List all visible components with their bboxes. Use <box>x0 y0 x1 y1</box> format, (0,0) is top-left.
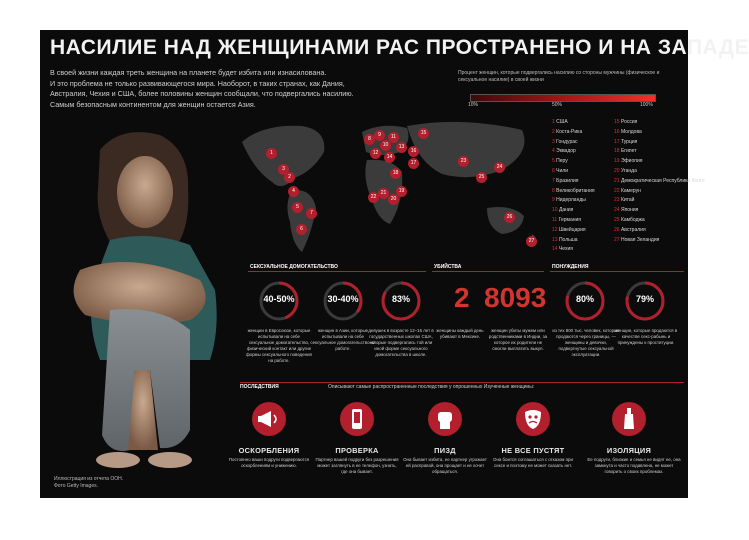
ranking-number: 1 <box>552 119 555 125</box>
stat-ring <box>322 280 364 322</box>
ranking-item <box>614 216 678 226</box>
intro-line: Самым безопасным континентом для женщин остается Азия. <box>50 99 256 109</box>
scale-mid-label: 50% <box>552 102 563 108</box>
consequence-title: ОСКОРБЛЕНИЯ <box>238 446 300 455</box>
map-marker: 18 <box>390 168 401 179</box>
murders-count-india: 8093 <box>484 282 547 313</box>
photo-caption: Иллюстрация из отчета ООН. Фото Getty Images. <box>54 476 124 489</box>
ranking-country: Нидерланды <box>556 197 586 204</box>
map-marker: 26 <box>504 212 515 223</box>
murders-count-mexico: 2 <box>454 282 470 313</box>
ranking-number: 24 <box>614 207 620 214</box>
megaphone-icon <box>252 402 286 436</box>
ranking-country: Перу <box>556 158 568 165</box>
consequences-header <box>240 382 684 393</box>
section-divider <box>432 271 544 272</box>
ranking-item <box>552 236 616 246</box>
ranking-item <box>552 226 616 236</box>
ranking-country: Камерун <box>620 187 641 194</box>
stat-description: женщин в Азии, которые испытывали на себе сексуальное домогательство на работе. <box>310 328 376 351</box>
ranking-country: Уганда <box>620 167 637 174</box>
ranking-number: 18 <box>614 148 620 155</box>
ranking-country: Чили <box>556 167 569 174</box>
stat-description: женщин в Евросоюзе, которые испытывали на себе сексуальное домогательство, физический контакт или другие формы сексуального поведения на работе. <box>246 328 312 363</box>
stat-ring <box>564 280 606 322</box>
map-marker: 1 <box>266 148 277 159</box>
mask-icon <box>516 402 550 436</box>
fist-icon-shape <box>428 402 462 436</box>
map-marker: 8 <box>364 134 375 145</box>
consequence-title: ИЗОЛЯЦИЯ <box>606 446 652 455</box>
map-marker: 6 <box>296 224 307 235</box>
ranking-number: 14 <box>552 246 558 253</box>
stat-description: женщин, которые продаются в качестве секс-рабынь и принуждены к проституции. <box>614 328 678 345</box>
ranking-item <box>552 196 616 206</box>
map-marker: 2 <box>284 172 295 183</box>
ranking-item <box>614 196 678 206</box>
consequence-title: НЕ ВСЕ ПУСТЯТ <box>501 446 565 455</box>
ranking-country: Польша <box>558 236 578 243</box>
map-marker: 22 <box>368 192 379 203</box>
intro-line: В своей жизни каждая треть женщина на планете будет избита или изнасилована. <box>50 68 327 77</box>
ranking-number: 20 <box>614 167 620 174</box>
map-marker: 20 <box>388 194 399 205</box>
ranking-column-right <box>614 118 705 245</box>
ranking-item <box>614 138 678 148</box>
scale-gradient-bar <box>470 94 656 102</box>
map-marker: 21 <box>378 188 389 199</box>
ranking-column-left <box>552 118 616 255</box>
phone-icon-shape <box>340 402 374 436</box>
consequence-description: Партнер вашей подруги без разрешения может заглянуть в ее телефон, узнать, где она бывает. <box>315 457 399 474</box>
mask-icon-shape <box>516 402 550 436</box>
intro-text <box>50 68 410 110</box>
map-marker: 9 <box>374 130 385 141</box>
ranking-country: Демократическая Республика Конго <box>620 177 705 184</box>
ranking-country: Китай <box>620 197 635 204</box>
phone-icon <box>340 402 374 436</box>
section-domestic-header: СЕКСУАЛЬНОЕ ДОМОГАТЕЛЬСТВО <box>250 264 338 270</box>
ranking-number: 7 <box>552 177 555 184</box>
ranking-item <box>552 157 616 167</box>
consequences-tag: ПОСЛЕДСТВИЯ <box>240 384 279 390</box>
ranking-item <box>614 128 678 138</box>
ranking-country: Новая Зеландия <box>620 236 660 243</box>
ranking-number: 8 <box>552 187 555 194</box>
ranking-country: Коста-Рика <box>556 128 583 135</box>
map-marker: 14 <box>384 152 395 163</box>
ranking-number: 6 <box>552 167 555 174</box>
ranking-country: Япония <box>620 207 639 214</box>
ranking-item <box>552 167 616 177</box>
consequence-title: ПРОВЕРКА <box>335 446 379 455</box>
map-marker: 7 <box>306 208 317 219</box>
ranking-country: Германия <box>558 216 582 223</box>
ranking-item <box>614 118 678 128</box>
ranking-country: Эквадор <box>556 148 576 155</box>
stat-ring <box>380 280 422 322</box>
ranking-number: 13 <box>552 236 558 243</box>
ranking-item <box>614 187 678 197</box>
map-marker: 13 <box>396 142 407 153</box>
ranking-number: 5 <box>552 158 555 165</box>
intro-line: И это проблема не только развивающегося мира. Наоборот, в таких странах, как Дания, <box>50 78 345 88</box>
world-map <box>232 112 546 262</box>
intro-line: Австралия, Чехия и США, более половины женщин сообщали, что подвергались насилию. <box>50 89 354 98</box>
bottle-icon <box>612 402 646 436</box>
stat-description: девушек в возрасте 12–16 лет в государственных школах США, которые подвергались той или иной форме сексуального домогательства в школе. <box>368 328 434 357</box>
consequence-description: Ее подруги, близкие и семья не видят ее, она замкнута и часто подавлена, не может говорить о своих проблемах. <box>587 457 681 474</box>
ranking-number: 26 <box>614 226 620 233</box>
stat-value: 30-40% <box>327 294 359 304</box>
stat-ring <box>624 280 666 322</box>
megaphone-icon-shape <box>252 402 286 436</box>
stat-value: 40-50% <box>263 294 295 304</box>
map-marker: 10 <box>380 140 391 151</box>
ranking-item <box>552 187 616 197</box>
section-divider <box>550 271 684 272</box>
ranking-country: Камбоджа <box>620 216 645 223</box>
ranking-item <box>552 118 616 128</box>
ranking-country: Бразилия <box>556 177 579 184</box>
consequence-description: Она бывает избита, ее партнер угрожает ей расправой, она прощает и не хочет обращаться. <box>403 457 487 474</box>
stat-ring <box>258 280 300 322</box>
ranking-item <box>552 177 616 187</box>
ranking-item <box>614 206 678 216</box>
scale-min-label: 10% <box>468 102 479 108</box>
map-marker: 5 <box>292 202 303 213</box>
map-marker: 15 <box>418 128 429 139</box>
map-marker: 12 <box>370 148 381 159</box>
ranking-item <box>552 245 616 255</box>
ranking-number: 3 <box>552 138 555 145</box>
ranking-number: 15 <box>614 119 620 125</box>
ranking-number: 25 <box>614 216 620 223</box>
poster-title: НАСИЛИЕ НАД ЖЕНЩИНАМИ РАС ПРОСТРАНЕНО И НА ЗАПАДЕ <box>50 36 749 59</box>
ranking-number: 27 <box>614 236 620 243</box>
ranking-item <box>614 147 678 157</box>
ranking-number: 16 <box>614 128 620 135</box>
map-marker: 19 <box>396 186 407 197</box>
ranking-country: Великобритания <box>556 187 595 194</box>
bottle-icon-shape <box>612 402 646 436</box>
map-marker: 4 <box>288 186 299 197</box>
ranking-number: 11 <box>552 216 558 223</box>
map-marker: 24 <box>494 162 505 173</box>
scale-description: Процент женщин, которые подвергались насилию со стороны мужчины (физическое и сексуальное насилие) в своей жизни <box>458 70 660 83</box>
ranking-number: 12 <box>552 226 558 233</box>
ranking-country: Дания <box>558 207 574 214</box>
ranking-country: Эфиопия <box>620 158 643 165</box>
section-divider <box>248 271 426 272</box>
ranking-number: 22 <box>614 187 620 194</box>
ranking-country: Австралия <box>620 226 646 233</box>
ranking-country: Россия <box>620 119 638 125</box>
ranking-item <box>552 147 616 157</box>
infographic-poster <box>40 30 749 498</box>
consequence-description: Постоянно ваши подруги подвергаются оскорблениям и унижению. <box>228 457 310 468</box>
consequence-title: ПИЗД <box>434 446 456 455</box>
ranking-country: Молдова <box>620 128 642 135</box>
ranking-item <box>614 167 678 177</box>
ranking-number: 4 <box>552 148 555 155</box>
ranking-item <box>552 138 616 148</box>
ranking-number: 9 <box>552 197 555 204</box>
ranking-country: Гондурас <box>556 138 578 145</box>
ranking-item <box>552 128 616 138</box>
stat-description: из тех 800 тыс. человек, которые продаются через границы, — женщины и девочки, подвергнутые сексуальной эксплуатации. <box>552 328 620 357</box>
section-murders-header: УБИЙСТВА <box>434 264 462 270</box>
ranking-number: 21 <box>614 177 620 184</box>
ranking-number: 19 <box>614 158 620 165</box>
ranking-country: Турция <box>620 138 638 145</box>
consequence-description: Она боится соглашаться с отказом при сексе и поэтому не может сказать нет. <box>493 457 573 468</box>
ranking-country: Египет <box>620 148 637 155</box>
map-marker: 3 <box>278 164 289 175</box>
section-rape-header: ПОНУЖДЕНИЯ <box>552 264 589 270</box>
ranking-number: 10 <box>552 207 558 214</box>
ranking-country: США <box>556 119 568 125</box>
fist-icon <box>428 402 462 436</box>
ranking-number: 2 <box>552 128 555 135</box>
ranking-country: Швейцария <box>558 226 586 233</box>
map-marker: 23 <box>458 156 469 167</box>
map-marker: 16 <box>408 146 419 157</box>
ranking-item <box>552 216 616 226</box>
consequences-intro: Описывают самые распространенные последствия у опрошенных Изученные женщины: <box>328 384 535 390</box>
ranking-country: Чехия <box>558 246 573 253</box>
stat-description: женщин убиты мужем или родственниками в Индии, за которое их родители не смогли выплатить выкуп. <box>488 328 548 351</box>
map-marker: 17 <box>408 158 419 169</box>
map-marker: 11 <box>388 132 399 143</box>
ranking-item <box>614 236 678 246</box>
ranking-number: 23 <box>614 197 620 204</box>
scale-max-label: 100% <box>640 102 653 108</box>
stat-value: 83% <box>391 294 410 304</box>
ranking-number: 17 <box>614 138 620 145</box>
stat-value: 80% <box>575 294 594 304</box>
stat-value: 79% <box>635 294 654 304</box>
stat-description: женщины каждый день убивают в Мексике. <box>436 328 484 339</box>
ranking-item <box>614 177 705 187</box>
woman-photo <box>40 130 240 480</box>
map-marker: 25 <box>476 172 487 183</box>
ranking-item <box>614 157 678 167</box>
ranking-item <box>552 206 616 216</box>
ranking-item <box>614 226 678 236</box>
map-marker: 27 <box>526 236 537 247</box>
